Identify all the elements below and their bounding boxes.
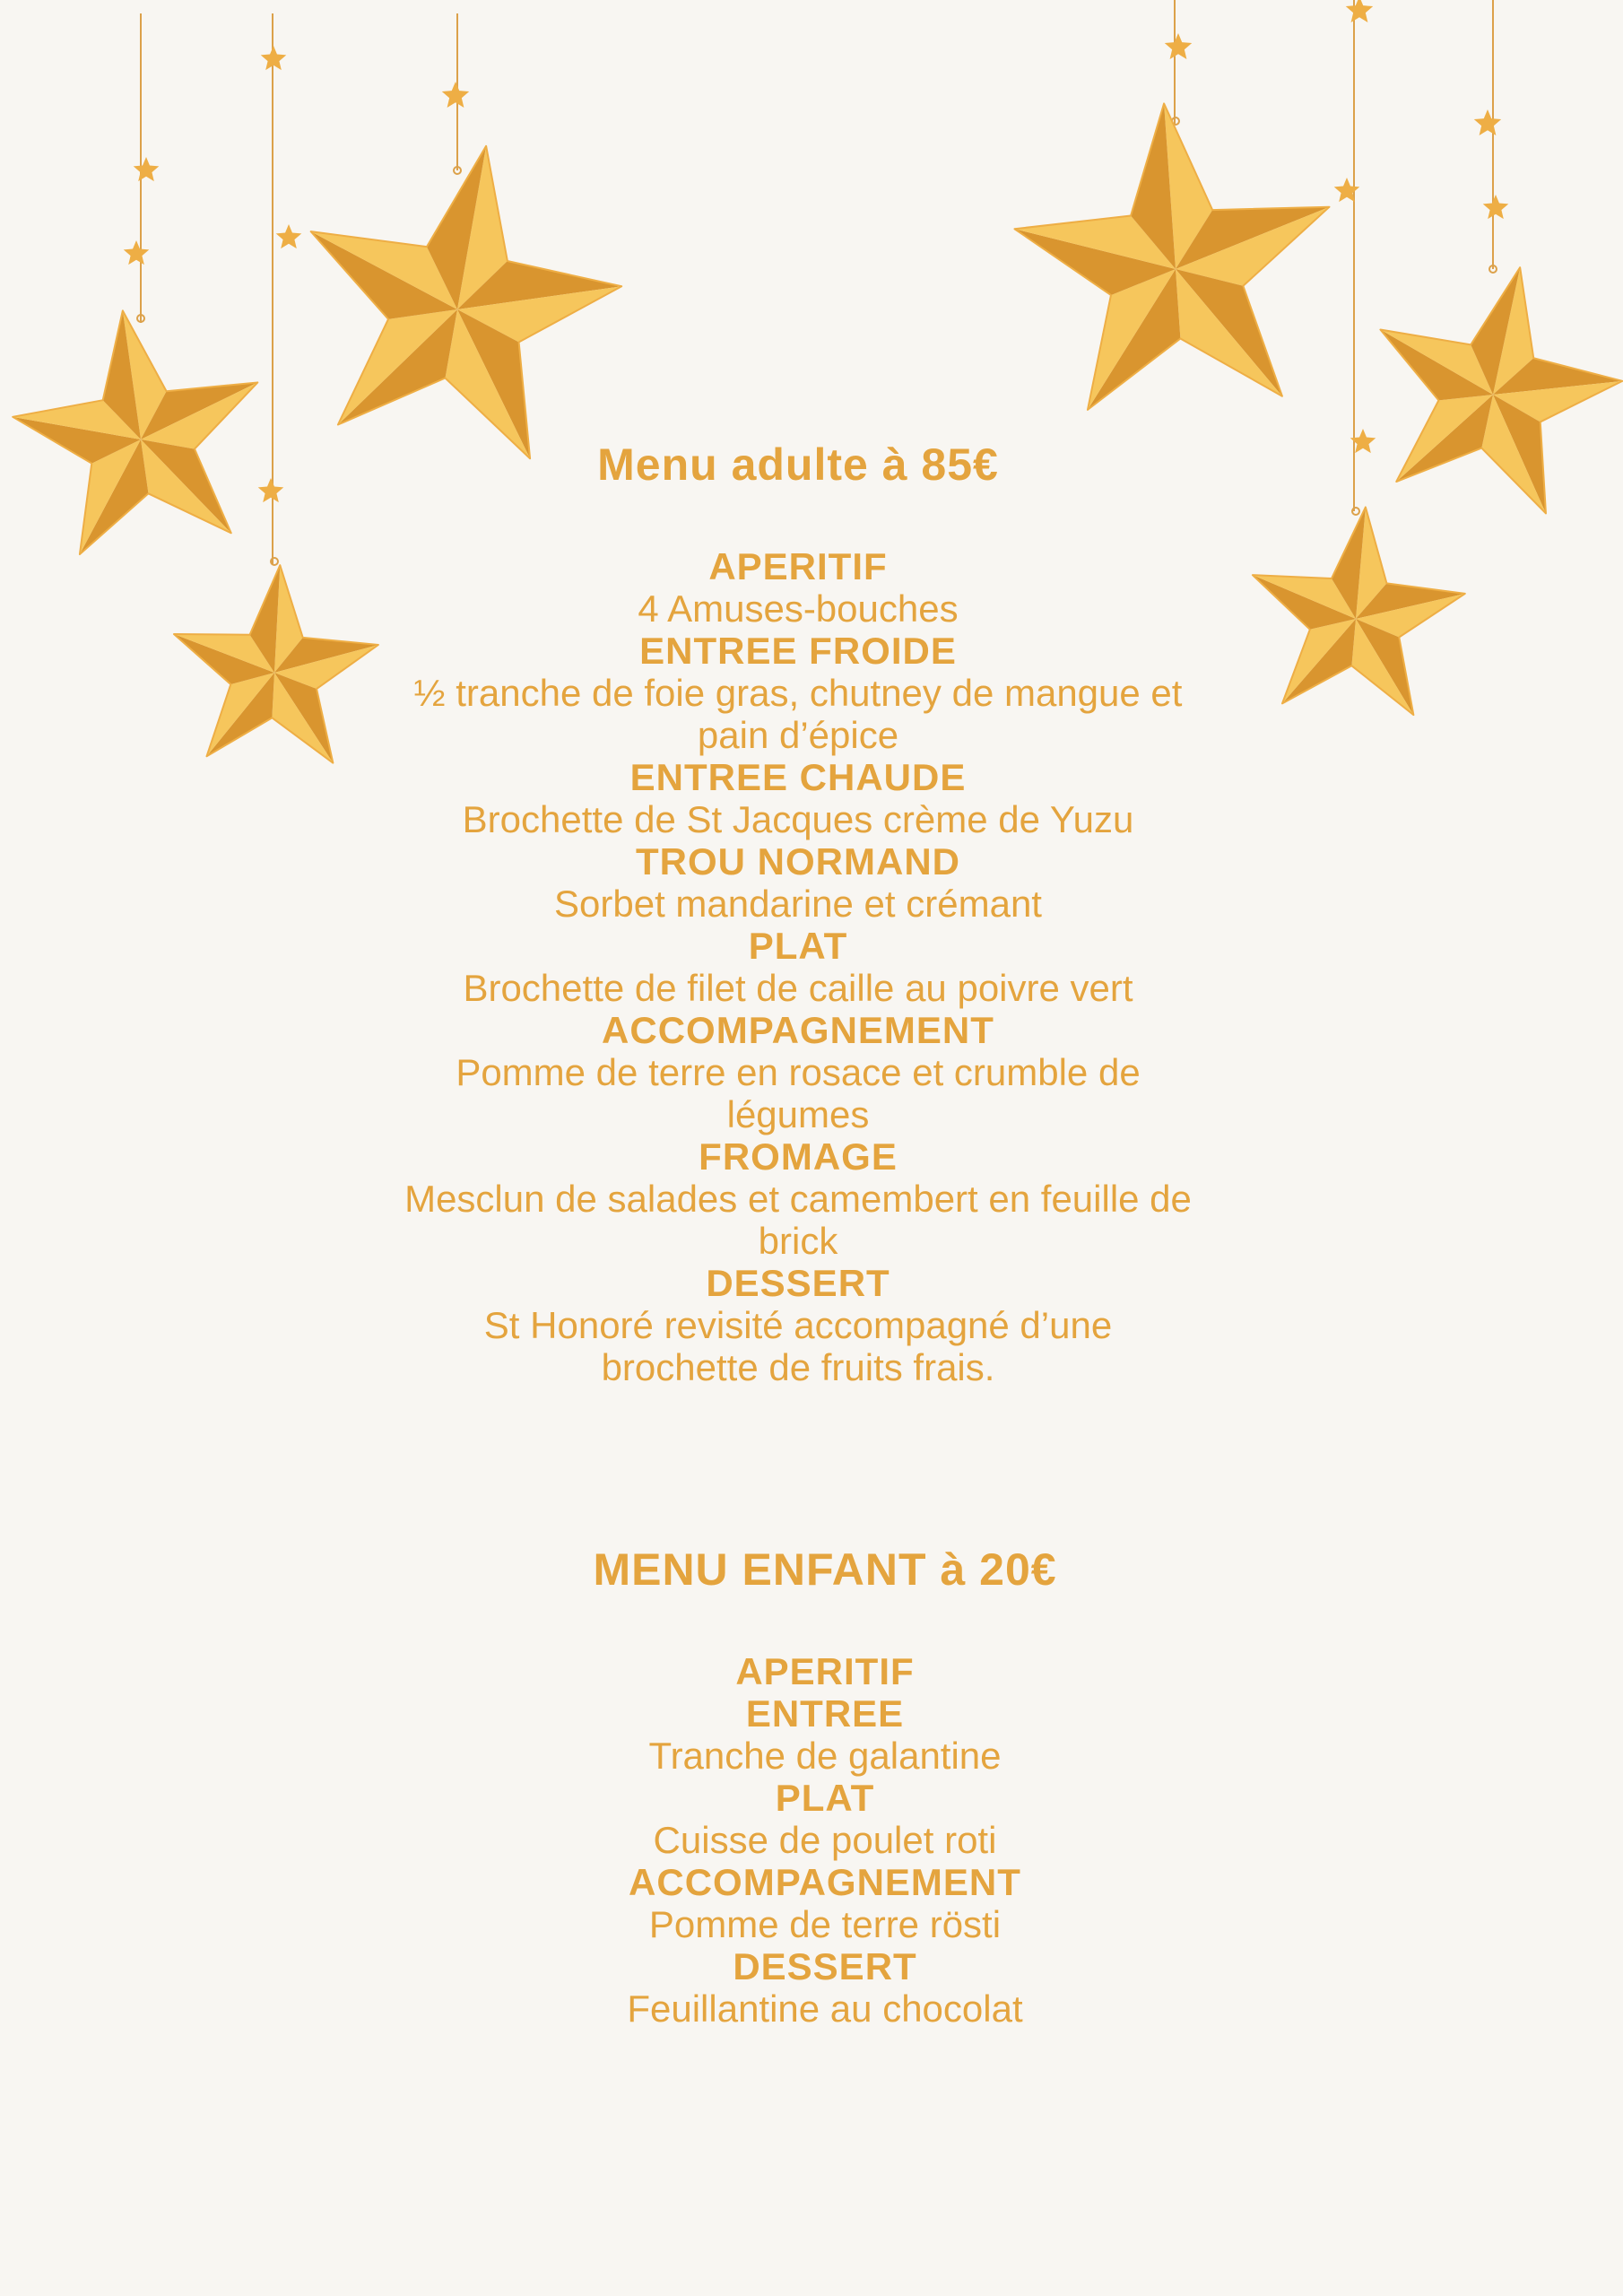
course-dessert — [13, 1945, 1623, 2030]
course-plat — [13, 1777, 1623, 1861]
course-dish: Pomme de terre en rosace et crumble de légumes — [456, 1051, 1141, 1135]
course-trou-normand — [0, 840, 1610, 925]
child-menu — [13, 1543, 1623, 2030]
small-star-icon — [1483, 195, 1509, 219]
hanging-ring — [137, 315, 144, 322]
course-heading: APERITIF — [708, 545, 888, 587]
small-star-icon — [442, 82, 469, 108]
course-dish: ½ tranche de foie gras, chutney de mangue et pain d’épice — [413, 672, 1183, 756]
course-heading: ACCOMPAGNEMENT — [602, 1009, 994, 1051]
course-dish: St Honoré revisité accompagné d’une brochette de fruits frais. — [483, 1304, 1113, 1388]
course-heading: ENTREE CHAUDE — [629, 756, 967, 798]
course-dish: Pomme de terre rösti — [648, 1903, 1002, 1945]
small-star-icon — [1346, 0, 1373, 22]
course-dish: 4 Amuses-bouches — [638, 587, 959, 630]
hanging-ring — [1172, 117, 1179, 125]
course-heading: TROU NORMAND — [636, 840, 960, 883]
course-dish: Feuillantine au chocolat — [627, 1987, 1023, 2030]
hanging-gold-star-icon — [1014, 103, 1329, 409]
course-entree-froide — [0, 630, 1610, 756]
small-star-icon — [276, 224, 302, 248]
course-heading: ENTREE — [745, 1692, 905, 1735]
course-aperitif — [0, 545, 1610, 630]
course-dish: Sorbet mandarine et crémant — [554, 883, 1042, 925]
course-dish: Brochette de filet de caille au poivre vert — [463, 967, 1133, 1009]
course-fromage — [0, 1135, 1610, 1262]
adult-menu — [0, 438, 1610, 1388]
small-star-icon — [1165, 33, 1192, 59]
small-star-icon — [261, 46, 287, 70]
small-star-icon — [1334, 178, 1360, 202]
course-heading: PLAT — [748, 925, 848, 967]
hanging-gold-star-icon — [311, 146, 622, 458]
course-plat — [0, 925, 1610, 1009]
small-star-icon — [134, 157, 160, 181]
course-dessert — [0, 1262, 1610, 1388]
course-entree — [13, 1692, 1623, 1777]
child-course-list — [13, 1650, 1623, 2030]
course-heading: ENTREE FROIDE — [639, 630, 957, 672]
course-accompagnement — [0, 1009, 1610, 1135]
course-heading: ACCOMPAGNEMENT — [629, 1861, 1021, 1903]
course-dish: Tranche de galantine — [648, 1735, 1002, 1777]
adult-course-list — [0, 545, 1610, 1388]
hanging-ring — [454, 167, 461, 174]
course-heading: DESSERT — [733, 1945, 917, 1987]
course-accompagnement — [13, 1861, 1623, 1945]
adult-menu-title: Menu adulte à 85€ — [597, 439, 999, 490]
course-dish: Brochette de St Jacques crème de Yuzu — [462, 798, 1134, 840]
course-heading: PLAT — [775, 1777, 875, 1819]
course-dish: Cuisse de poulet roti — [653, 1819, 997, 1861]
course-entree-chaude — [0, 756, 1610, 840]
course-dish: Mesclun de salades et camembert en feuille de brick — [404, 1178, 1192, 1262]
hanging-ring — [1489, 265, 1497, 273]
course-heading: APERITIF — [735, 1650, 915, 1692]
small-star-icon — [1474, 109, 1501, 135]
course-heading: DESSERT — [706, 1262, 890, 1304]
course-aperitif — [13, 1650, 1623, 1692]
course-heading: FROMAGE — [699, 1135, 898, 1178]
small-star-icon — [124, 240, 150, 265]
child-menu-title: MENU ENFANT à 20€ — [593, 1544, 1057, 1595]
